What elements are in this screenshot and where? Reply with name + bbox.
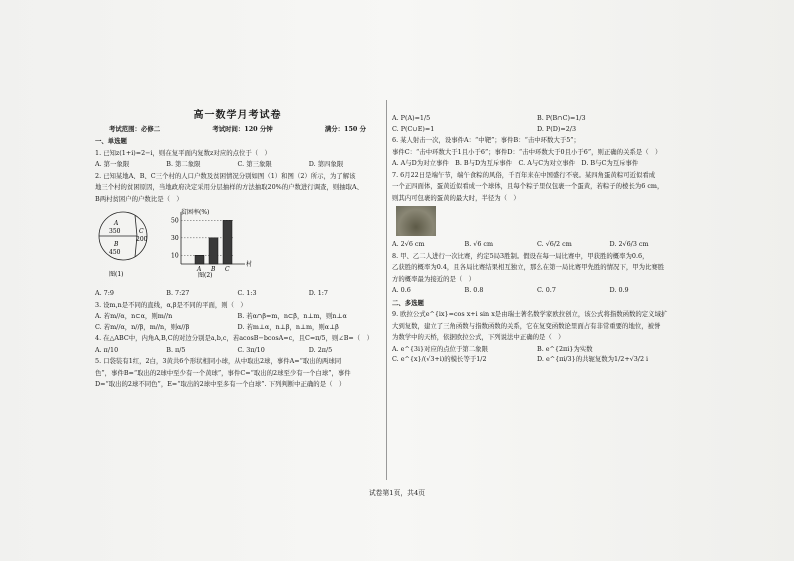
exam-time: 考试时间：120 分钟: [212, 125, 273, 133]
question-8-line-2: 乙获胜的概率为0.4，且各局比赛结果相互独立，那么在第一局比赛甲先胜的情况下，甲为比赛胜: [392, 263, 665, 271]
section-multi-choice: 二、多选题: [392, 298, 424, 307]
question-5-line-2: 色”，事件B=“取出的2球中至少有一个黄球”，事件C=“取出的2球至少有一个白球”，事件: [95, 368, 351, 377]
question-9-line-1: 9. 欧拉公式e^{ix}=cos x+i sin x是由瑞士著名数学家欧拉创立，该公式将指数函数的定义域扩: [392, 310, 668, 318]
option: B. e^{2πi}为实数: [537, 344, 593, 353]
option: D. 2√6/3 cm: [609, 240, 649, 248]
option: C. 0.7: [537, 286, 556, 294]
question-7-line-1: 7. 6月22日是端午节，端午食粽的风俗，千百年来在中国盛行不衰。某四角蛋黄粽可近似看成: [392, 170, 656, 179]
option: B. 若α∩β=m，n⊂β，n⊥m，则n⊥α: [237, 312, 347, 320]
option: A. 2√6 cm: [392, 240, 425, 248]
option: B. 0.8: [464, 286, 484, 294]
chart-xlabel: 村: [246, 261, 253, 268]
option: A. 若m//α，n⊂α，则m//n: [95, 312, 173, 320]
option: B. 7:27: [166, 289, 190, 297]
pie-label-a: A: [114, 220, 119, 227]
pie-value-b: 450: [109, 249, 121, 256]
bar-a: [195, 255, 204, 264]
section-single-choice: 一、单选题: [95, 137, 127, 145]
question-3: 3. 设m,n是不同的直线，α,β是不同的平面，则（ ）: [95, 300, 247, 309]
exam-title: 高一数学月考试卷: [193, 110, 282, 121]
question-2-figures: [95, 206, 380, 286]
option: B. √6 cm: [464, 240, 494, 248]
pie-label-c: C: [139, 228, 144, 235]
option: C. 1:3: [237, 289, 257, 297]
option: D. 0.9: [609, 286, 629, 294]
question-9-options: [392, 344, 682, 365]
option: D. 第四象限: [308, 160, 344, 168]
bar-chart: [171, 208, 252, 279]
bar-c: [223, 220, 232, 264]
pie-chart: [99, 212, 148, 278]
pie-value-a: 350: [109, 228, 121, 235]
y-tick-label: 50: [171, 217, 179, 225]
question-8-line-1: 8. 甲、乙二人进行一次比赛，约定5局3胜制。假设在每一局比赛中，甲获胜的概率为0.6，: [392, 251, 649, 260]
question-2-options: [95, 288, 380, 299]
question-7-line-2: 一个正四面体，蛋黄近似看成一个球体，且每个粽子里仅包裹一个蛋黄，若粽子的棱长为6 cm，: [392, 182, 664, 190]
question-9-line-3: 为数学中的天桥，依据欧拉公式，下列说法中正确的是（ ）: [392, 333, 565, 341]
pie-divider: [135, 215, 137, 236]
chart-ylabel: 贫困率(%): [181, 209, 210, 216]
question-8-options: [392, 285, 682, 296]
option: D. P(D)=2/3: [537, 124, 577, 133]
question-5-options: [392, 113, 682, 134]
question-1: 1. 已知z(1+i)=2−i，则在复平面内复数z对应的点位于（ ）: [95, 148, 271, 157]
figure-1-caption: 图(1): [109, 271, 124, 278]
option: D. 1:7: [308, 289, 328, 297]
figures-svg: [95, 206, 380, 286]
option: D. 若m⊥α，n⊥β，n⊥m，则α⊥β: [237, 322, 339, 331]
question-4-options: [95, 345, 380, 356]
option: C. 3π/10: [237, 345, 265, 354]
option: A. 7:9: [95, 289, 114, 297]
y-tick-label: 10: [171, 252, 179, 260]
option: B. 第二象限: [166, 160, 201, 168]
option: A. 第一象限: [95, 160, 130, 168]
question-6-line-1: 6. 某人射击一次，设事件A：“中靶”；事件B：“击中环数大于5”；: [392, 136, 580, 144]
x-tick-label: A: [197, 266, 202, 273]
option: D. e^{πi/3}的共轭复数为1/2+√3/2 i: [537, 355, 649, 363]
option: D. 2π/5: [308, 345, 333, 354]
question-6-line-2: 事件C：“击中环数大于1且小于6”；事件D：“击中环数大于0且小于6”，则正确的关系是（ ）: [392, 147, 662, 156]
option: A. e^{3i}对应的点位于第二象限: [392, 344, 488, 353]
option: C. 若m//α，n//β，m//n，则α//β: [95, 322, 190, 331]
pie-value-c: 200: [136, 236, 148, 243]
question-5-line-3: D=“取出的2球不同色”，E=“取出的2球中至多有一个白球”. 下列判断中正确的是（ ）: [95, 380, 346, 388]
x-tick-label: B: [211, 266, 216, 273]
question-3-options: [95, 311, 380, 332]
left-column: [95, 134, 380, 391]
option: C. P(C∪E)=1: [392, 124, 435, 133]
question-2-line-3: B两村贫困户的户数比是（ ）: [95, 194, 183, 203]
question-7-line-3: 则其内可包裹的蛋黄的最大时，半径为（ ）: [392, 193, 520, 202]
exam-scope: 考试范围：必修二: [109, 125, 161, 133]
question-6-options: A. A与D为对立事件 B. B与D为互斥事件 C. A与C为对立事件 D. B与C为互斥事件: [392, 159, 639, 167]
right-column: [392, 112, 682, 366]
page-footer: 试卷第1页，共4页: [368, 489, 426, 497]
pie-label-b: B: [114, 241, 119, 248]
option: B. P(B∩C)=1/3: [537, 114, 586, 122]
exam-meta: [95, 124, 380, 133]
y-tick-label: 30: [171, 234, 179, 242]
option: B. π/5: [166, 345, 186, 354]
option: A. 0.6: [392, 286, 411, 294]
option: C. √6/2 cm: [537, 240, 572, 248]
question-8-line-3: 方的概率最为接近的是（ ）: [392, 274, 476, 283]
bar-b: [209, 238, 218, 264]
question-2-line-1: 2. 已知某地A、B、C三个村的人口户数及贫困情况分别如图（1）和图（2）所示，为了解该: [95, 171, 356, 180]
figure-2-caption: 图(2): [198, 272, 213, 279]
question-2-line-2: 地三个村的贫困原因，当地政府决定采用分层抽样的方法抽取20%的户数进行调查，则抽取A、: [95, 183, 364, 191]
exam-score: 满分：150 分: [324, 125, 366, 133]
option: A. π/10: [95, 345, 119, 354]
option: A. P(A)=1/5: [392, 114, 431, 122]
x-tick-label: C: [225, 266, 230, 273]
question-7-options: [392, 239, 682, 250]
option: C. 第三象限: [237, 160, 272, 168]
zongzi-photo: [396, 206, 436, 236]
column-divider: [386, 100, 387, 480]
question-5-line-1: 5. 口袋装有1红，2白，3黄共6个形状相同小球，从中取出2球，事件A=“取出的两球同: [95, 357, 342, 365]
question-4: 4. 在△ABC中，内角A,B,C的对边分别是a,b,c，若acosB−bcosA=c，且C=π/5，则∠B=（ ）: [95, 334, 373, 342]
question-1-options: [95, 159, 380, 170]
option: C. e^{x}/(√3+i)的模长等于1/2: [392, 355, 487, 363]
question-9-line-2: 大到复数，建立了三角函数与指数函数的关系，它在复变函数论里面占有非常重要的地位，被誉: [392, 321, 661, 330]
